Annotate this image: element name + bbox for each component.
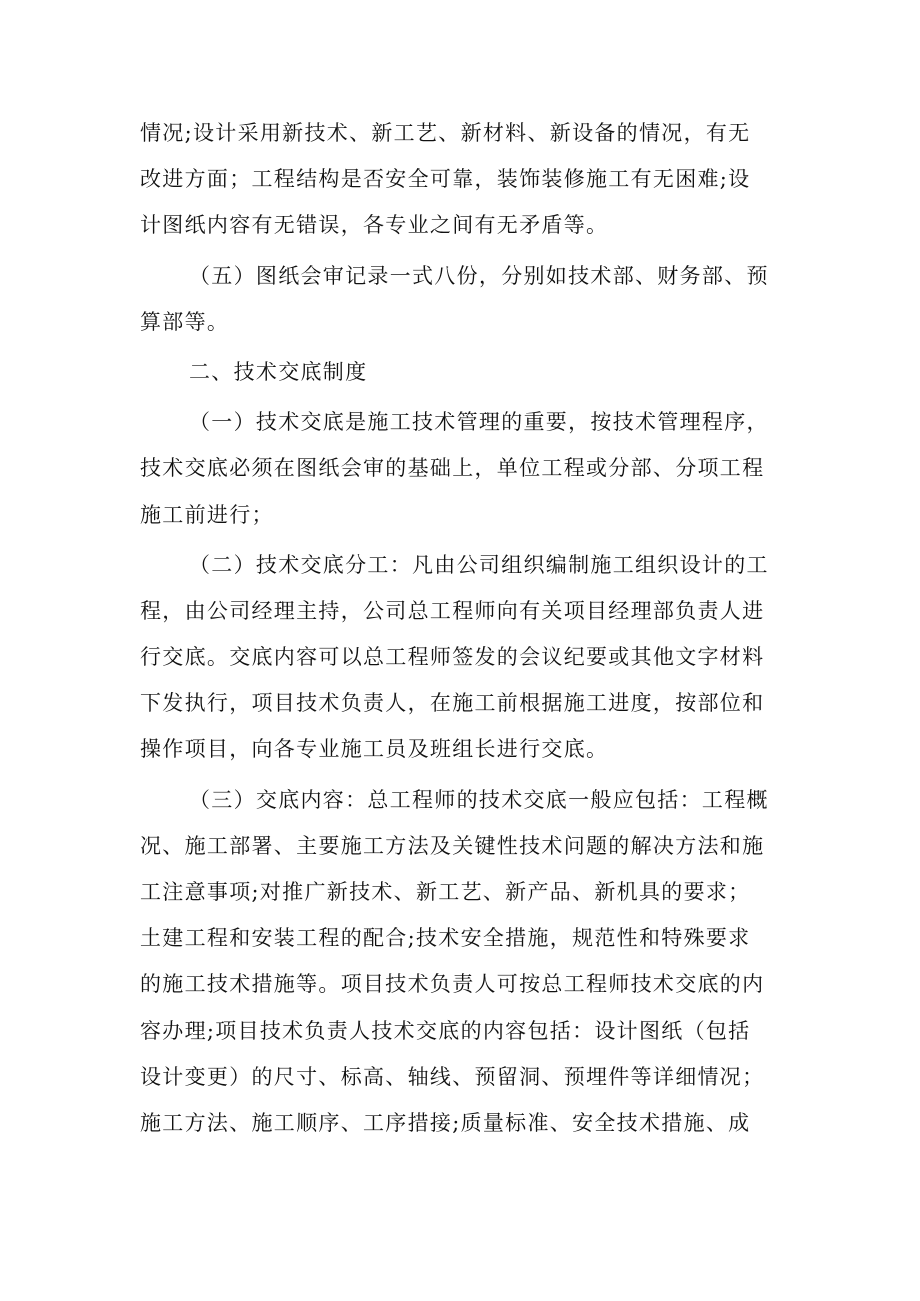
paragraph-line: （五）图纸会审记录一式八份，分别如技术部、财务部、预 <box>189 263 769 288</box>
paragraph-line: 技术交底必须在图纸会审的基础上，单位工程或分部、分项工程 <box>140 456 765 481</box>
paragraph-line: 行交底。交底内容可以总工程师签发的会议纪要或其他文字材料 <box>140 645 765 670</box>
paragraph-line: （二）技术交底分工：凡由公司组织编制施工组织设计的工 <box>189 552 769 577</box>
paragraph-line: 工注意事项;对推广新技术、新工艺、新产品、新机具的要求； <box>140 880 751 904</box>
paragraph-line: 算部等。 <box>140 309 230 334</box>
paragraph-line: 操作项目，向各专业施工员及班组长进行交底。 <box>140 737 609 762</box>
paragraph-line: （三）交底内容：总工程师的技术交底一般应包括：工程概 <box>189 787 769 812</box>
paragraph-line: 的施工技术措施等。项目技术负责人可按总工程师技术交底的内 <box>140 972 765 997</box>
paragraph-line: 情况;设计采用新技术、新工艺、新材料、新设备的情况，有无 <box>140 121 751 145</box>
paragraph-line: 计图纸内容有无错误，各专业之间有无矛盾等。 <box>140 213 609 238</box>
paragraph-line: 改进方面；工程结构是否安全可靠，装饰装修施工有无困难;设 <box>140 167 751 192</box>
paragraph-line: 设计变更）的尺寸、标高、轴线、预留洞、预埋件等详细情况； <box>140 1064 765 1089</box>
paragraph-line: 下发执行，项目技术负责人，在施工前根据施工进度，按部位和 <box>140 691 765 716</box>
paragraph-line: （一）技术交底是施工技术管理的重要，按技术管理程序， <box>189 410 769 435</box>
paragraph-line: 容办理;项目技术负责人技术交底的内容包括：设计图纸（包括 <box>140 1018 751 1043</box>
paragraph-line: 况、施工部署、主要施工方法及关键性技术问题的解决方法和施 <box>140 833 765 858</box>
document-body <box>140 110 800 1146</box>
paragraph-line: 施工前进行； <box>140 502 274 527</box>
paragraph-line: 程，由公司经理主持，公司总工程师向有关项目经理部负责人进 <box>140 598 765 623</box>
paragraph-line: 土建工程和安装工程的配合;技术安全措施，规范性和特殊要求 <box>140 926 751 951</box>
section-heading: 二、技术交底制度 <box>189 359 368 384</box>
paragraph-line: 施工方法、施工顺序、工序措接;质量标准、安全技术措施、成 <box>140 1110 751 1135</box>
